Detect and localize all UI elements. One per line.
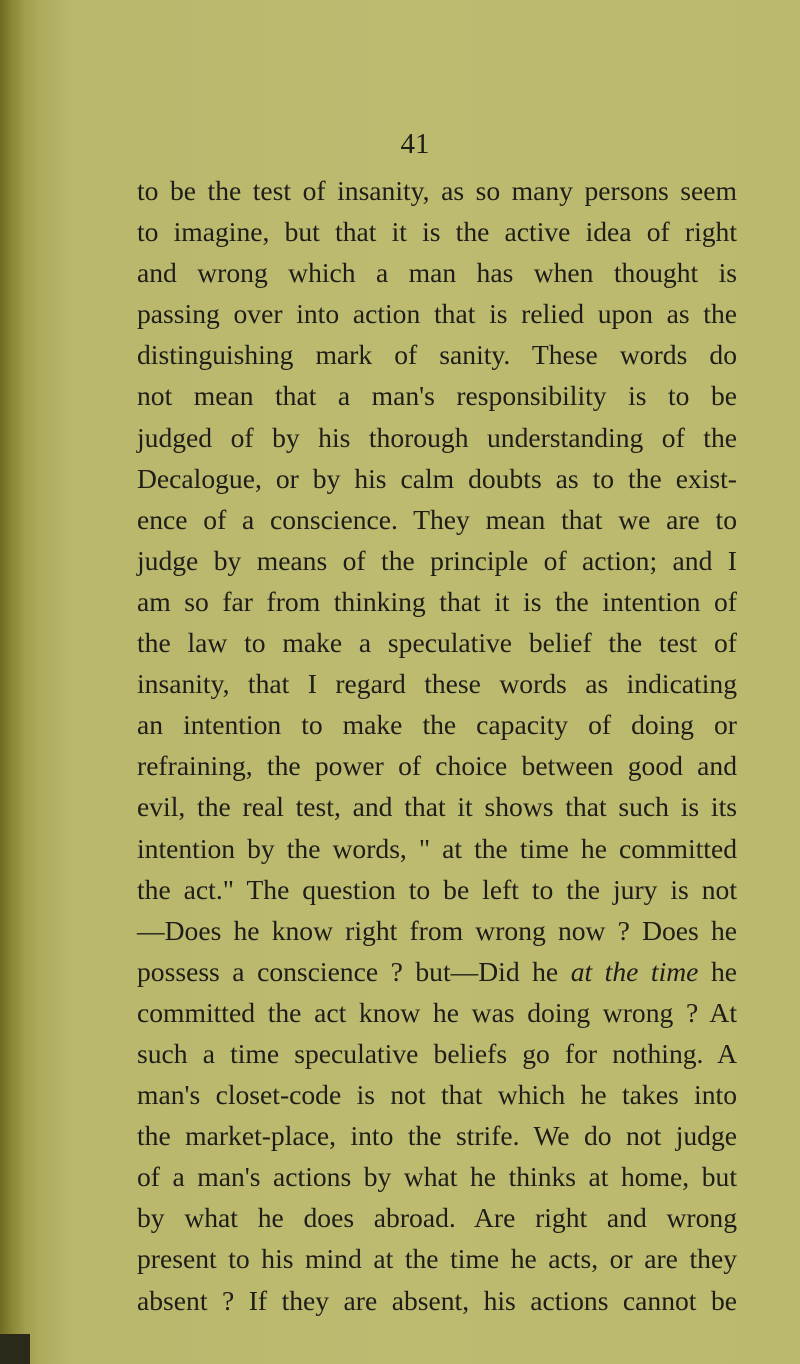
binding-shadow	[0, 0, 38, 1364]
text-line: the market-place, into the strife. We do not judge	[137, 1120, 737, 1152]
text-line: of a man's actions by what he thinks at home, but	[137, 1161, 737, 1193]
text-line: passing over into action that is relied upon as the	[137, 298, 737, 330]
text-line: intention by the words, " at the time he committed	[137, 832, 737, 864]
text-line: insanity, that I regard these words as indicating	[137, 668, 737, 700]
text-line: evil, the real test, and that it shows that such is its	[137, 791, 737, 823]
text-line: to imagine, but that it is the active idea of right	[137, 216, 737, 248]
text-line: an intention to make the capacity of doing or	[137, 709, 737, 741]
text-line: by what he does abroad. Are right and wrong	[137, 1202, 737, 1234]
text-line: judged of by his thorough understanding of the	[137, 421, 737, 453]
italic-phrase: at the time	[570, 955, 699, 987]
text-line: to be the test of insanity, as so many persons seem	[137, 175, 737, 206]
text-line: —Does he know right from wrong now ? Does he	[137, 914, 737, 946]
text-line: ence of a conscience. They mean that we are to	[137, 503, 737, 535]
text-line-start: possess a conscience ? but—Did he	[137, 955, 559, 987]
text-line: committed the act know he was doing wrong ? At	[137, 996, 737, 1028]
text-line: such a time speculative beliefs go for nothing. A	[137, 1037, 737, 1069]
text-line: the law to make a speculative belief the test of	[137, 627, 737, 659]
text-line: refraining, the power of choice between good and	[137, 750, 737, 782]
text-line: am so far from thinking that it is the intention of	[137, 585, 737, 617]
text-line-end: he	[710, 955, 737, 987]
text-line: absent ? If they are absent, his actions cannot be	[137, 1284, 737, 1316]
text-line: present to his mind at the time he acts, or are they	[137, 1243, 737, 1275]
corner-shadow	[0, 1334, 30, 1364]
body-text	[137, 170, 737, 1321]
text-line: Decalogue, or by his calm doubts as to the exist-	[137, 462, 737, 494]
text-line-with-italic	[137, 951, 737, 992]
text-line: not mean that a man's responsibility is to be	[137, 380, 737, 412]
text-line: the act." The question to be left to the jury is not	[137, 873, 737, 905]
page-number: 41	[400, 128, 430, 160]
text-line: judge by means of the principle of action; and I	[137, 544, 737, 576]
text-line: man's closet-code is not that which he takes into	[137, 1079, 737, 1111]
text-line: and wrong which a man has when thought is	[137, 257, 737, 289]
text-line: distinguishing mark of sanity. These words do	[137, 339, 737, 371]
